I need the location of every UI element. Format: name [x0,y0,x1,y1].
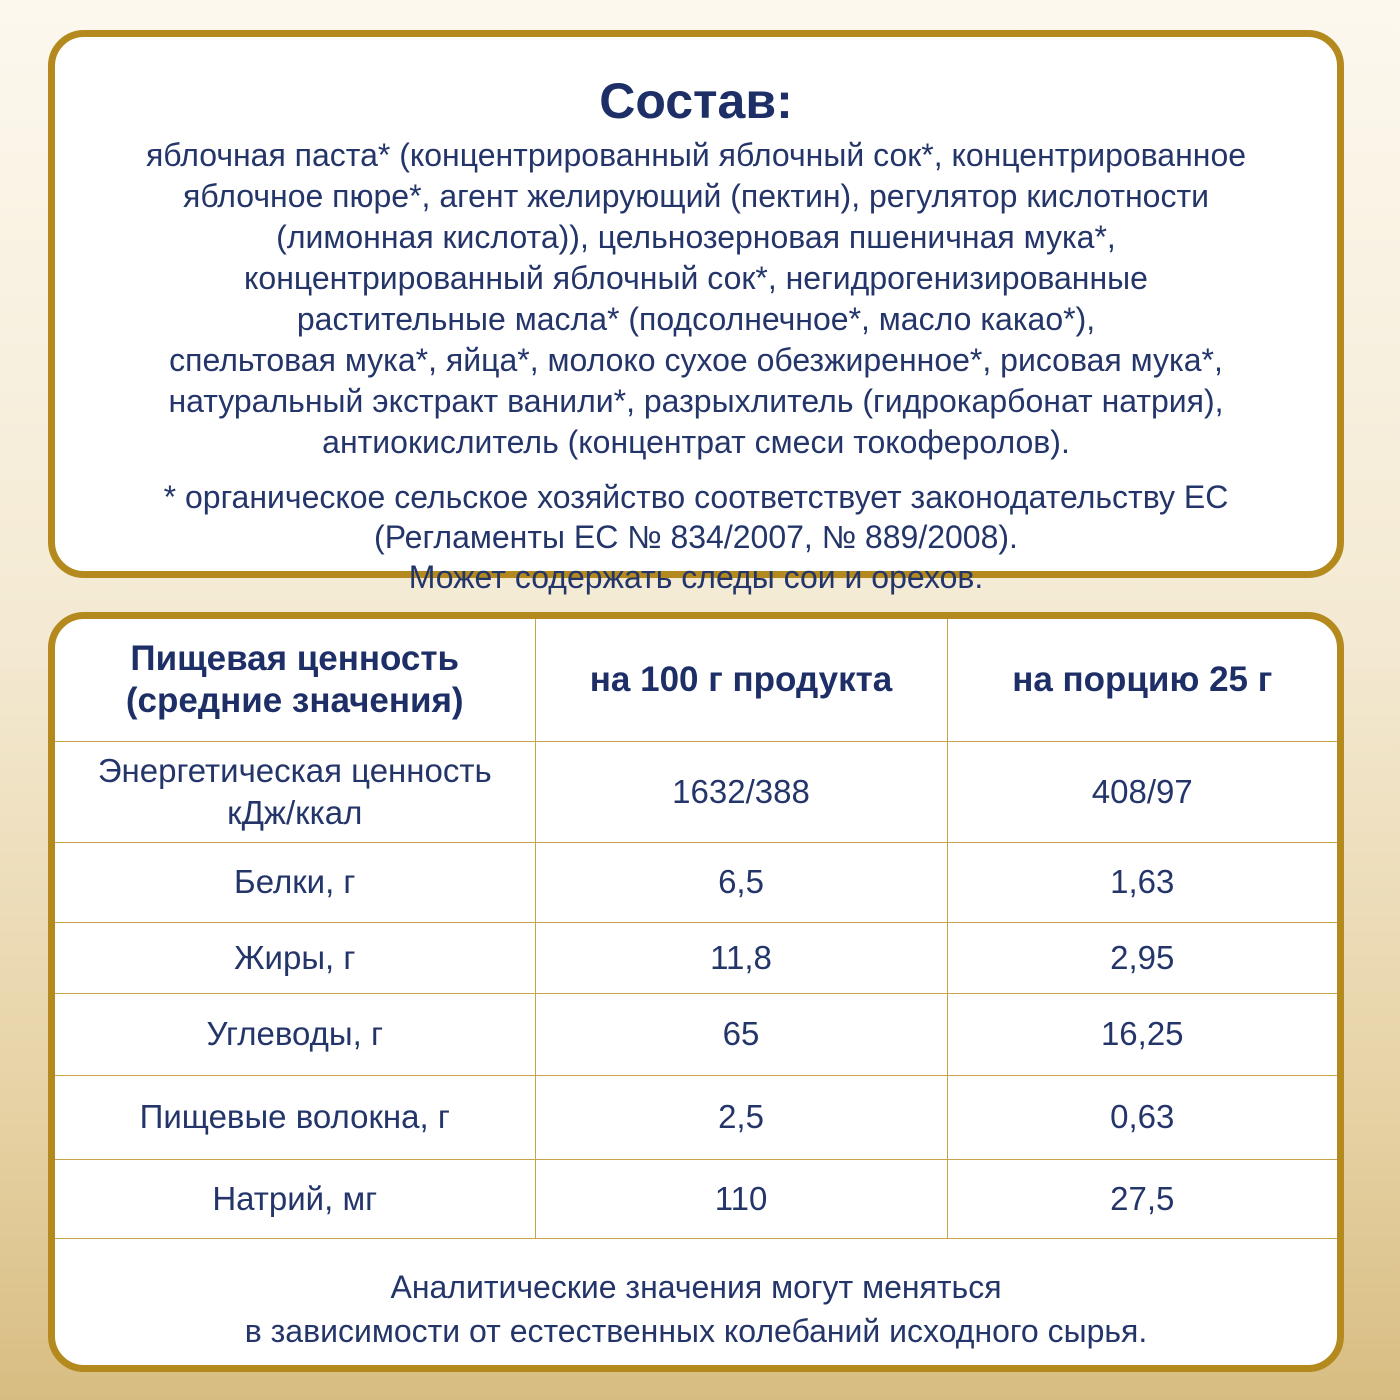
table-row [55,1159,1337,1238]
footnote-line: Аналитические значения могут меняться [390,1269,1002,1305]
composition-card [48,30,1344,595]
ingredients-line: яблочное пюре*, агент желирующий (пектин), регулятор кислотности [183,178,1209,214]
value-per-100g: 65 [535,993,947,1075]
ingredients-line: (лимонная кислота)), цельнозерновая пшеничная мука*, [276,219,1116,255]
ingredients-line: яблочная паста* (концентрированный яблочный сок*, концентрированное [145,137,1247,173]
nutrition-card [48,612,1344,1372]
nutrient-name: Пищевые волокна, г [55,1075,535,1159]
table-row [55,1075,1337,1159]
value-per-100g: 2,5 [535,1075,947,1159]
value-per-100g: 1632/388 [535,741,947,842]
nutrition-footnote [55,1265,1337,1353]
note-line: (Регламенты ЕС № 834/2007, № 889/2008). [374,519,1018,555]
ingredients-line: концентрированный яблочный сок*, негидрогенизированные [244,260,1148,296]
footnote-line: в зависимости от естественных колебаний исходного сырья. [244,1313,1148,1349]
value-per-portion: 1,63 [947,842,1337,922]
nutrition-table [55,619,1337,1239]
table-row [55,842,1337,922]
value-per-portion: 0,63 [947,1075,1337,1159]
nutrient-name-line: Энергетическая ценность [97,751,492,789]
ingredients-line: антиокислитель (концентрат смеси токоферолов). [322,424,1070,460]
composition-title: Состав: [599,73,793,129]
nutrient-name: Натрий, мг [55,1159,535,1238]
table-row [55,922,1337,993]
value-per-portion: 27,5 [947,1159,1337,1238]
note-line: * органическое сельское хозяйство соответствует законодательству ЕС [163,479,1229,515]
value-per-portion: 408/97 [947,741,1337,842]
composition-ingredients [69,135,1323,463]
nutrient-name: Углеводы, г [55,993,535,1075]
composition-note [69,477,1323,597]
header-per-100g: на 100 г продукта [535,619,947,741]
table-row [55,993,1337,1075]
value-per-100g: 11,8 [535,922,947,993]
header-nutrient-line: (средние значения) [125,680,464,720]
ingredients-line: спельтовая мука*, яйца*, молоко сухое обезжиренное*, рисовая мука*, [169,342,1223,378]
header-nutrient [55,619,535,741]
value-per-portion: 16,25 [947,993,1337,1075]
nutrient-name-line: кДж/ккал [227,793,363,831]
value-per-portion: 2,95 [947,922,1337,993]
ingredients-line: натуральный экстракт ванили*, разрыхлитель (гидрокарбонат натрия), [168,383,1224,419]
table-header-row [55,619,1337,741]
table-row [55,741,1337,842]
note-line: Может содержать следы сои и орехов. [408,559,984,595]
ingredients-line: растительные масла* (подсолнечное*, масло какао*), [296,301,1096,337]
nutrient-name [55,741,535,842]
nutrient-name: Жиры, г [55,922,535,993]
header-per-portion: на порцию 25 г [947,619,1337,741]
nutrient-name: Белки, г [55,842,535,922]
header-nutrient-line: Пищевая ценность [130,638,460,678]
value-per-100g: 110 [535,1159,947,1238]
value-per-100g: 6,5 [535,842,947,922]
